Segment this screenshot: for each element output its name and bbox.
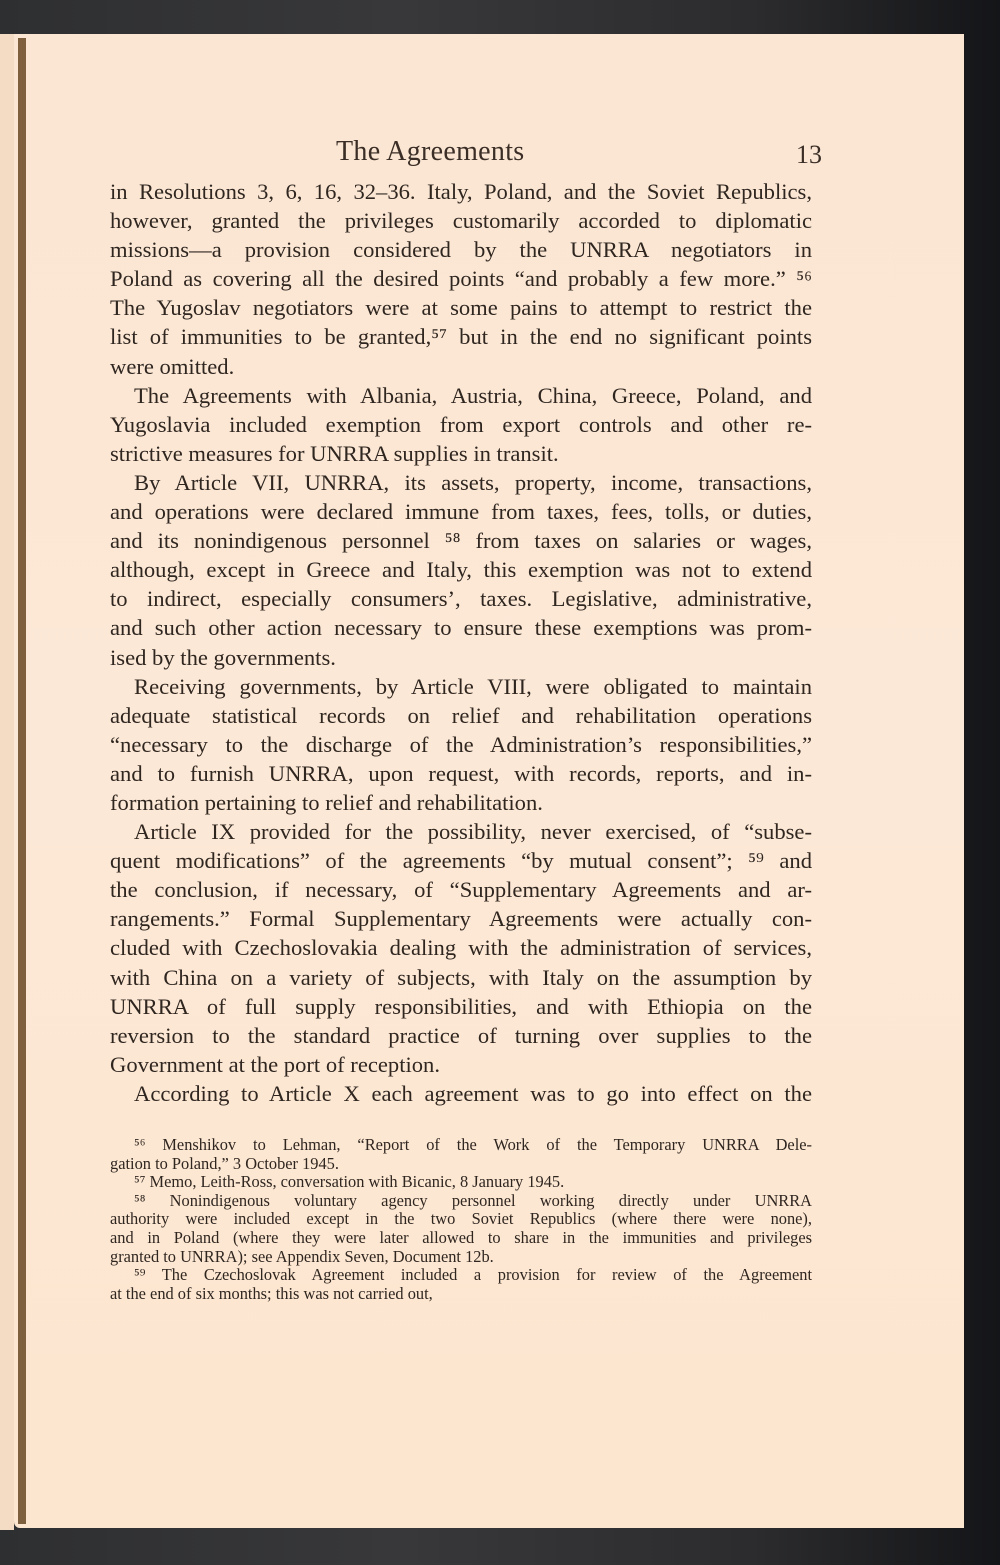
body-line: strictive measures for UNRRA supplies in transit. — [110, 440, 559, 466]
body-line: although, except in Greece and Italy, this exemption was not to extend — [110, 557, 812, 583]
body-line: The Agreements with Albania, Austria, China, Greece, Poland, and — [134, 382, 812, 408]
footnote-line: granted to UNRRA); see Appendix Seven, Document 12b. — [110, 1246, 494, 1266]
body-line: list of immunities to be granted,⁵⁷ but in the end no significant points — [110, 324, 812, 350]
body-line: UNRRA of full supply responsibilities, and with Ethiopia on the — [110, 993, 812, 1019]
body-line: cluded with Czechoslovakia dealing with the administration of services, — [110, 935, 812, 961]
body-line: ised by the governments. — [110, 644, 336, 670]
body-line: to indirect, especially consumers’, taxes. Legislative, administrative, — [110, 586, 812, 612]
facing-page-edge — [0, 34, 14, 1530]
body-line: Government at the port of reception. — [110, 1051, 441, 1077]
body-line: rangements.” Formal Supplementary Agreements were actually con- — [110, 906, 812, 932]
body-line: Yugoslavia included exemption from export controls and other re- — [110, 411, 812, 437]
footnote-line: ⁵⁹ The Czechoslovak Agreement included a provision for review of the Agreement — [134, 1265, 812, 1285]
footnotes — [110, 1136, 812, 1303]
footnote-line: gation to Poland,” 3 October 1945. — [110, 1153, 339, 1173]
body-line: were omitted. — [110, 353, 235, 379]
body-line: and to furnish UNRRA, upon request, with records, reports, and in- — [110, 760, 812, 786]
footnote-line: ⁵⁷ Memo, Leith-Ross, conversation with Bicanic, 8 January 1945. — [134, 1172, 565, 1192]
page-number: 13 — [796, 140, 822, 169]
footnote-line: ⁵⁸ Nonindigenous voluntary agency personnel working directly under UNRRA — [134, 1190, 812, 1210]
footnote-line: authority were included except in the two Soviet Republics (where there were none), — [110, 1209, 812, 1229]
body-line: “necessary to the discharge of the Administration’s responsibilities,” — [110, 731, 812, 757]
body-line: and operations were declared immune from taxes, fees, tolls, or duties, — [110, 499, 812, 525]
body-line: quent modifications” of the agreements “by mutual consent”; ⁵⁹ and — [110, 848, 812, 874]
running-title: The Agreements — [336, 136, 525, 167]
body-line: formation pertaining to relief and rehabilitation. — [110, 789, 543, 815]
body-line: the conclusion, if necessary, of “Supplementary Agreements and ar- — [110, 877, 812, 903]
body-line: missions—a provision considered by the UNRRA negotiators in — [110, 237, 812, 263]
footnote-line: at the end of six months; this was not carried out, — [110, 1283, 433, 1303]
book-spine-shadow — [18, 38, 26, 1524]
body-line: however, granted the privileges customarily accorded to diplomatic — [110, 208, 812, 234]
body-line: and its nonindigenous personnel ⁵⁸ from taxes on salaries or wages, — [110, 528, 812, 554]
body-line: Article IX provided for the possibility, never exercised, of “subse- — [134, 819, 812, 845]
body-line: reversion to the standard practice of turning over supplies to the — [110, 1022, 812, 1048]
body-line: and such other action necessary to ensure these exemptions was prom- — [110, 615, 812, 641]
body-line: adequate statistical records on relief and rehabilitation operations — [110, 702, 812, 728]
running-head — [110, 136, 822, 172]
footnote-line: and in Poland (where they were later allowed to share in the immunities and privileges — [110, 1227, 812, 1247]
footnote-line: ⁵⁶ Menshikov to Lehman, “Report of the Work of the Temporary UNRRA Dele- — [134, 1135, 812, 1154]
body-text — [110, 177, 812, 1108]
body-line: in Resolutions 3, 6, 16, 32–36. Italy, Poland, and the Soviet Republics, — [110, 179, 812, 204]
body-line: with China on a variety of subjects, with Italy on the assumption by — [110, 964, 812, 990]
body-line: The Yugoslav negotiators were at some pains to attempt to restrict the — [110, 295, 812, 321]
body-line: Receiving governments, by Article VIII, were obligated to maintain — [134, 673, 812, 699]
body-line: According to Article X each agreement was to go into effect on the — [134, 1080, 812, 1106]
body-line: Poland as covering all the desired points “and probably a few more.” ⁵⁶ — [110, 266, 812, 292]
body-line: By Article VII, UNRRA, its assets, property, income, transactions, — [134, 469, 812, 495]
